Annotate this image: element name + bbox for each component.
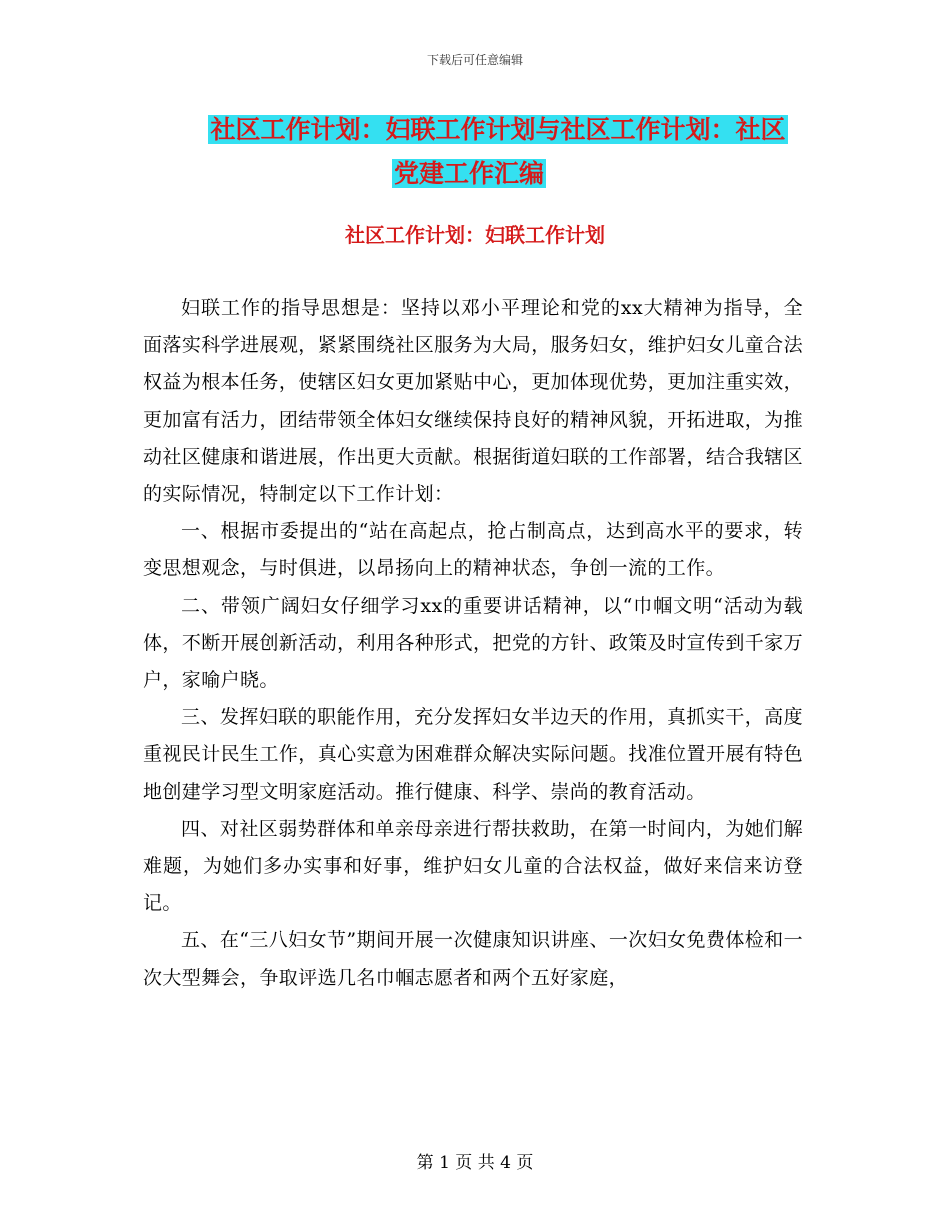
paragraph-guiding-thought: 妇联工作的指导思想是：坚持以邓小平理论和党的xx大精神为指导，全面落实科学进展观，紧紧围绕社区服务为大局，服务妇女，维护妇女儿童合法权益为根本任务，使辖区妇女更加紧贴中心，更加体现优势，更加注重实效，更加富有活力，团结带领全体妇女继续保持良好的精神风貌，开拓进取，为推动社区健康和谐进展，作出更大贡献。根据街道妇联的工作部署，结合我辖区的实际情况，特制定以下工作计划：	[143, 297, 803, 506]
page-number: 第 1 页 共 4 页	[416, 1153, 534, 1173]
document-title-line-1	[23, 112, 950, 148]
document-title-highlight: 社区工作计划：妇联工作计划与社区工作计划：社区	[210, 115, 786, 144]
paragraph-item-4: 四、对社区弱势群体和单亲母亲进行帮扶救助，在第一时间内，为她们解难题，为她们多办实事和好事，维护妇女儿童的合法权益，做好来信来访登记。	[143, 817, 803, 915]
paragraph-item-2: 二、带领广阔妇女仔细学习xx的重要讲话精神，以“巾帼文明“活动为载体，不断开展创新活动，利用各种形式，把党的方针、政策及时宣传到千家万户，家喻户晓。	[143, 594, 803, 692]
paragraph-item-1: 一、根据市委提出的“站在高起点，抢占制高点，达到高水平的要求，转变思想观念，与时俱进，以昂扬向上的精神状态，争创一流的工作。	[143, 520, 803, 580]
section-title: 社区工作计划：妇联工作计划	[345, 223, 605, 247]
page-header-note: 下载后可任意编辑	[426, 53, 523, 67]
paragraph-item-3: 三、发挥妇联的职能作用，充分发挥妇女半边天的作用，真抓实干，高度重视民计民生工作，真心实意为困难群众解决实际问题。找准位置开展有特色地创建学习型文明家庭活动。推行健康、科学、崇尚的教育活动。	[143, 706, 803, 803]
document-body	[143, 290, 803, 997]
document-title-highlight: 党建工作汇编	[393, 159, 544, 188]
paragraph-item-5: 五、在“三八妇女节”期间开展一次健康知识讲座、一次妇女免费体检和一次大型舞会，争取评选几名巾帼志愿者和两个五好家庭，	[143, 929, 803, 989]
document-title-line-2	[0, 156, 944, 192]
